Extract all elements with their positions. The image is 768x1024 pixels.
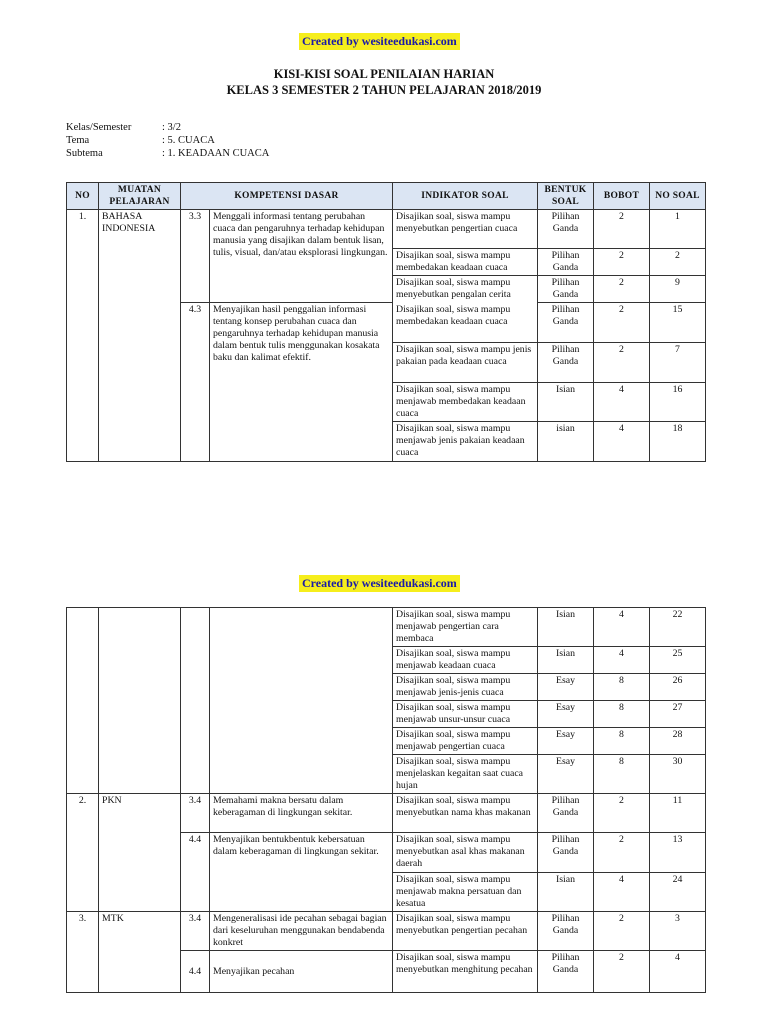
header-bobot: BOBOT [594,183,650,210]
kd-text: Menyajikan pecahan [210,951,393,993]
indikator-cell: Disajikan soal, siswa mampu menjawab jenis-jenis cuaca [393,674,538,701]
indikator-cell: Disajikan soal, siswa mampu membedakan keadaan cuaca [393,249,538,276]
row-no-empty [67,608,99,794]
header-indikator: INDIKATOR SOAL [393,183,538,210]
indikator-cell: Disajikan soal, siswa mampu jenis pakaian pada keadaan cuaca [393,343,538,383]
table-row [67,608,706,647]
bentuk-cell: Pilihan Ganda [538,249,594,276]
bobot-cell: 4 [594,383,650,422]
bentuk-cell: Pilihan Ganda [538,210,594,249]
watermark-banner-page2: Created by wesiteedukasi.com [299,575,460,592]
table-row [67,912,706,951]
nosoal-cell: 1 [650,210,706,249]
indikator-cell: Disajikan soal, siswa mampu menyebutkan asal khas makanan daerah [393,833,538,873]
kd-code: 3.4 [181,794,210,833]
table-row [67,210,706,249]
bobot-cell: 2 [594,833,650,873]
bobot-cell: 4 [594,873,650,912]
nosoal-cell: 13 [650,833,706,873]
header-muatan: MUATAN PELAJARAN [99,183,181,210]
watermark-banner: Created by wesiteedukasi.com [299,33,460,50]
row-no: 3. [67,912,99,993]
header-kd: KOMPETENSI DASAR [181,183,393,210]
kd-code: 4.4 [181,833,210,912]
nosoal-cell: 26 [650,674,706,701]
indikator-cell: Disajikan soal, siswa mampu menjawab pengertian cara membaca [393,608,538,647]
meta-value: : 1. KEADAAN CUACA [162,148,270,159]
nosoal-cell: 22 [650,608,706,647]
indikator-cell: Disajikan soal, siswa mampu menyebutkan nama khas makanan [393,794,538,833]
indikator-cell: Disajikan soal, siswa mampu menjawab unsur-unsur cuaca [393,701,538,728]
indikator-cell: Disajikan soal, siswa mampu menjawab membedakan keadaan cuaca [393,383,538,422]
nosoal-cell: 7 [650,343,706,383]
kd-text: Menyajikan bentukbentuk kebersatuan dalam keberagaman di lingkungan sekitar. [210,833,393,912]
bentuk-cell: Pilihan Ganda [538,833,594,873]
bobot-cell: 2 [594,951,650,993]
meta-key: Kelas/Semester [66,122,132,133]
bobot-cell: 2 [594,303,650,343]
bentuk-cell: Pilihan Ganda [538,276,594,303]
kisi-table-page1 [66,182,706,462]
bentuk-cell: Pilihan Ganda [538,303,594,343]
bentuk-cell: Isian [538,383,594,422]
row-muatan-empty [99,608,181,794]
meta-key: Tema [66,135,90,146]
bobot-cell: 2 [594,794,650,833]
indikator-cell: Disajikan soal, siswa mampu menyebutkan pengalan cerita [393,276,538,303]
kisi-table-page2 [66,607,706,993]
row-no: 1. [67,210,99,462]
indikator-cell: Disajikan soal, siswa mampu menjawab jenis pakaian keadaan cuaca [393,422,538,462]
indikator-cell: Disajikan soal, siswa mampu menjawab makna persatuan dan kesatua [393,873,538,912]
kd-text-empty [210,608,393,794]
bentuk-cell: Isian [538,873,594,912]
indikator-cell: Disajikan soal, siswa mampu menyebutkan menghitung pecahan [393,951,538,993]
nosoal-cell: 27 [650,701,706,728]
nosoal-cell: 24 [650,873,706,912]
bentuk-cell: Isian [538,608,594,647]
nosoal-cell: 4 [650,951,706,993]
bentuk-cell: Pilihan Ganda [538,951,594,993]
row-no: 2. [67,794,99,912]
bobot-cell: 8 [594,701,650,728]
indikator-cell: Disajikan soal, siswa mampu menjelaskan kegaitan saat cuaca hujan [393,755,538,794]
meta-value: : 5. CUACA [162,135,215,146]
indikator-cell: Disajikan soal, siswa mampu menyebutkan pengertian cuaca [393,210,538,249]
bobot-cell: 8 [594,728,650,755]
indikator-cell: Disajikan soal, siswa mampu menjawab pengertian cuaca [393,728,538,755]
bobot-cell: 2 [594,210,650,249]
bentuk-cell: Pilihan Ganda [538,343,594,383]
kd-code: 4.4 [181,951,210,993]
table-row [67,794,706,833]
bentuk-cell: Pilihan Ganda [538,794,594,833]
kd-code: 3.3 [181,210,210,303]
doc-title: KISI-KISI SOAL PENILAIAN HARIAN [273,67,495,81]
bobot-cell: 2 [594,343,650,383]
kd-text: Memahami makna bersatu dalam keberagaman di lingkungan sekitar. [210,794,393,833]
indikator-cell: Disajikan soal, siswa mampu membedakan keadaan cuaca [393,303,538,343]
kd-code: 4.3 [181,303,210,462]
meta-value: : 3/2 [162,122,181,133]
bobot-cell: 4 [594,422,650,462]
kd-text: Menggali informasi tentang perubahan cuaca dan pengaruhnya terhadap kehidupan manusia yang disajikan dalam bentuk lisan, tulis, visual, dan/atau eksplorasi lingkungan. [210,210,393,303]
meta-key: Subtema [66,148,103,159]
kd-text: Mengeneralisasi ide pecahan sebagai bagian dari keseluruhan menggunakan bendabenda konkret [210,912,393,951]
header-nosoal: NO SOAL [650,183,706,210]
nosoal-cell: 3 [650,912,706,951]
nosoal-cell: 11 [650,794,706,833]
bentuk-cell: Esay [538,701,594,728]
header-no: NO [67,183,99,210]
kd-code-empty [181,608,210,794]
bentuk-cell: isian [538,422,594,462]
row-muatan: BAHASA INDONESIA [99,210,181,462]
bobot-cell: 2 [594,249,650,276]
bobot-cell: 2 [594,912,650,951]
bobot-cell: 8 [594,674,650,701]
nosoal-cell: 18 [650,422,706,462]
bentuk-cell: Esay [538,728,594,755]
kd-text: Menyajikan hasil penggalian informasi tentang konsep perubahan cuaca dan pengaruhnya terhadap kehidupan manusia dalam bentuk tulis menggunakan kosakata baku dan kalimat efektif. [210,303,393,462]
bentuk-cell: Pilihan Ganda [538,912,594,951]
kd-code: 3.4 [181,912,210,951]
nosoal-cell: 16 [650,383,706,422]
nosoal-cell: 15 [650,303,706,343]
bentuk-cell: Isian [538,647,594,674]
indikator-cell: Disajikan soal, siswa mampu menjawab keadaan cuaca [393,647,538,674]
nosoal-cell: 25 [650,647,706,674]
indikator-cell: Disajikan soal, siswa mampu menyebutkan pengertian pecahan [393,912,538,951]
row-muatan: MTK [99,912,181,993]
nosoal-cell: 28 [650,728,706,755]
nosoal-cell: 9 [650,276,706,303]
bobot-cell: 2 [594,276,650,303]
bobot-cell: 4 [594,608,650,647]
bobot-cell: 8 [594,755,650,794]
bobot-cell: 4 [594,647,650,674]
bentuk-cell: Esay [538,755,594,794]
nosoal-cell: 30 [650,755,706,794]
header-bentuk: BENTUK SOAL [538,183,594,210]
row-muatan: PKN [99,794,181,912]
doc-subtitle: KELAS 3 SEMESTER 2 TAHUN PELAJARAN 2018/2019 [226,83,542,97]
meta-block [66,121,366,161]
nosoal-cell: 2 [650,249,706,276]
bentuk-cell: Esay [538,674,594,701]
